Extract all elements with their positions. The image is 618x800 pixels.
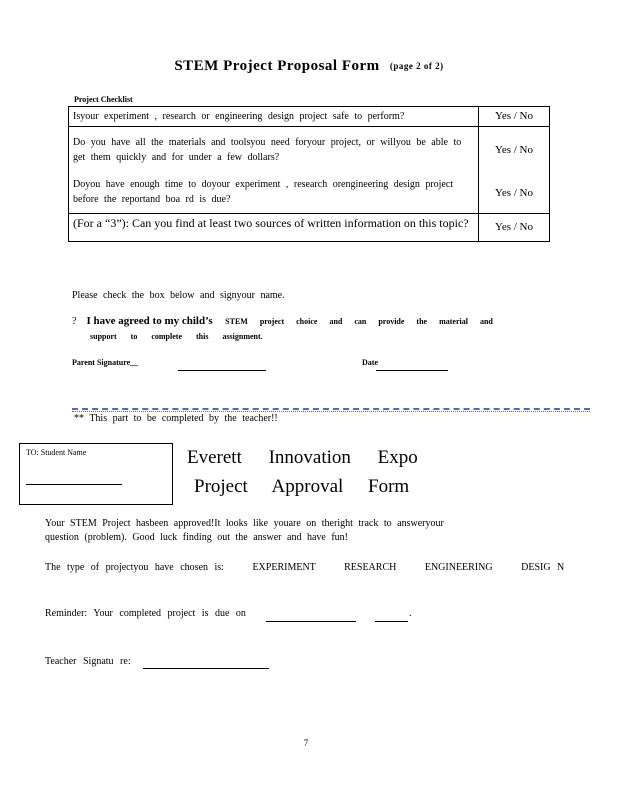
checklist-row bbox=[69, 127, 550, 174]
project-checklist-table bbox=[68, 106, 550, 242]
teacher-note: ** This part to be completed by the teacher!! bbox=[74, 413, 278, 424]
date-label: Date bbox=[362, 358, 378, 367]
page-number: 7 bbox=[303, 738, 309, 748]
form-title-text: STEM Project Proposal Form bbox=[174, 58, 380, 74]
option-design[interactable]: DESIG N bbox=[521, 562, 565, 573]
checklist-row bbox=[69, 214, 550, 242]
agreement-bold-text: I have agreed to my child’s bbox=[86, 315, 213, 327]
student-name-line[interactable] bbox=[26, 484, 122, 485]
checklist-question: (For a “3”): Can you find at least two sources of written information on this topic? bbox=[69, 214, 479, 242]
reminder-period: . bbox=[409, 608, 412, 619]
cut-divider bbox=[72, 408, 590, 410]
option-engineering[interactable]: ENGINEERING bbox=[424, 562, 493, 573]
parent-instruction: Please check the box below and signyour name. bbox=[72, 290, 285, 301]
agreement-text: STEM project choice and can provide the material and bbox=[225, 317, 493, 326]
option-experiment[interactable]: EXPERIMENT bbox=[252, 562, 316, 573]
parent-signature-label: Parent Signature__ bbox=[72, 358, 139, 367]
agreement-checkbox[interactable]: ? bbox=[72, 316, 77, 327]
reminder-label: Reminder: Your completed project is due on bbox=[45, 608, 246, 619]
expo-title: Everett Innovation Expo bbox=[187, 447, 418, 468]
yes-no-answer[interactable]: Yes / No bbox=[479, 107, 550, 127]
approval-form-title: Project Approval Form bbox=[194, 476, 410, 497]
yes-no-answer[interactable]: Yes / No bbox=[479, 214, 550, 242]
checklist-row bbox=[69, 173, 550, 214]
checklist-question: Doyou have enough time to doyour experiment , research orengineering design project before the reportand boa rd is due? bbox=[69, 173, 479, 214]
teacher-signature-line[interactable] bbox=[143, 668, 269, 669]
option-research[interactable]: RESEARCH bbox=[344, 562, 397, 573]
approval-message-line-1: Your STEM Project hasbeen approved!It looks like youare on theright track to answeryour bbox=[45, 518, 444, 529]
project-type-label: The type of projectyou have chosen is: bbox=[45, 562, 224, 573]
cut-divider-dots bbox=[72, 411, 590, 412]
form-title bbox=[0, 58, 618, 75]
due-date-line-short[interactable] bbox=[375, 621, 408, 622]
agreement-line-2: support to complete this assignment. bbox=[90, 332, 263, 341]
yes-no-answer[interactable]: Yes / No bbox=[479, 173, 550, 214]
teacher-signature-label: Teacher Signatu re: bbox=[45, 656, 131, 667]
checklist-label: Project Checklist bbox=[74, 95, 133, 104]
checklist-row bbox=[69, 107, 550, 127]
page-note: (page 2 of 2) bbox=[389, 61, 444, 71]
checklist-question: Isyour experiment , research or engineering design project safe to perform? bbox=[69, 107, 479, 127]
yes-no-answer[interactable]: Yes / No bbox=[479, 127, 550, 174]
approval-message-line-2: question (problem). Good luck finding out the answer and have fun! bbox=[45, 532, 348, 543]
checklist-question: Do you have all the materials and toolsyou need foryour project, or willyou be able to get them quickly and for under a few dollars? bbox=[69, 127, 479, 174]
date-line[interactable] bbox=[376, 370, 448, 371]
due-date-line[interactable] bbox=[266, 621, 356, 622]
parent-signature-line[interactable] bbox=[178, 370, 266, 371]
agreement-line-1 bbox=[72, 315, 493, 327]
student-name-label: TO: Student Name bbox=[26, 448, 87, 457]
project-type-line bbox=[45, 562, 564, 573]
